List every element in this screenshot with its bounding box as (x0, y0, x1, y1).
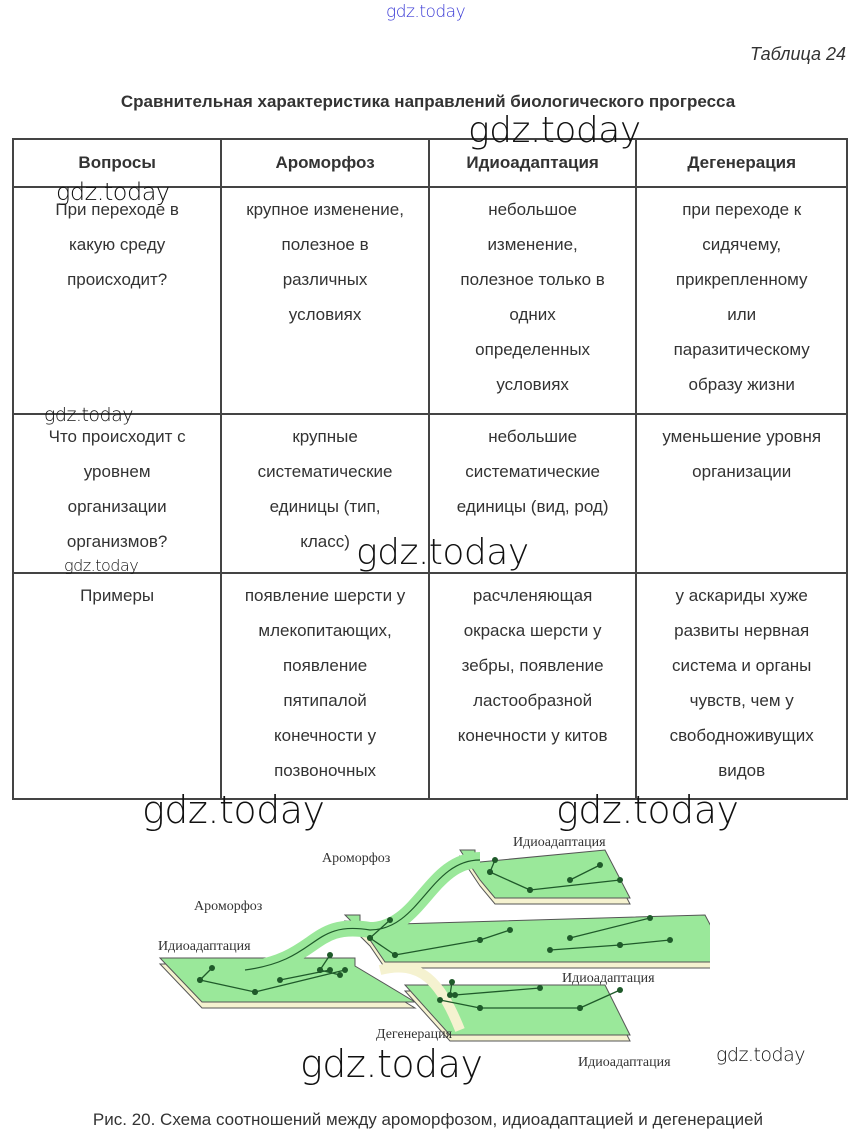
phylogeny-node (392, 952, 398, 958)
phylogeny-node (317, 967, 323, 973)
phylogeny-node (452, 992, 458, 998)
label-idioadaptation-top: Идиоадаптация (513, 835, 606, 850)
phylogeny-node (527, 887, 533, 893)
phylogeny-node (449, 979, 455, 985)
table-cell: уменьшение уровня организации (636, 414, 847, 573)
table-cell: крупные систематические единицы (тип, класс) (221, 414, 429, 573)
phylogeny-node (337, 972, 343, 978)
label-idioadaptation-left: Идиоадаптация (158, 939, 251, 954)
watermark: gdz.today (356, 532, 529, 573)
watermark: gdz.today (142, 788, 325, 832)
phylogeny-node (567, 877, 573, 883)
watermark: gdz.today (56, 178, 170, 206)
label-idioadaptation-middle: Идиоадаптация (562, 971, 655, 986)
watermark: gdz.today (468, 110, 641, 151)
phylogeny-node (342, 967, 348, 973)
header-cell: Ароморфоз (221, 139, 429, 187)
table-title: Сравнительная характеристика направлений биологического прогресса (120, 92, 736, 111)
phylogeny-node (547, 947, 553, 953)
watermark: gdz.today (386, 2, 466, 22)
table-cell: небольшие систематические единицы (вид, род) (429, 414, 637, 573)
label-idioadaptation-bottom: Идиоадаптация (578, 1055, 671, 1070)
phylogeny-node (487, 869, 493, 875)
phylogeny-node (327, 967, 333, 973)
label-aromorphosis-lower: Ароморфоз (194, 899, 263, 914)
phylogeny-node (507, 927, 513, 933)
header-cell: Идиоадаптация (429, 139, 637, 187)
watermark: gdz.today (716, 1044, 805, 1066)
phylogeny-node (492, 857, 498, 863)
table-cell: небольшое изменение, полезное только в одних определенных условиях (429, 187, 637, 414)
table-cell: крупное изменение, полезное в различных условиях (221, 187, 429, 414)
table-cell: Примеры (13, 573, 221, 799)
phylogeny-node (197, 977, 203, 983)
watermark: gdz.today (300, 1042, 483, 1086)
table-cell: при переходе к сидячему, прикрепленному или паразитическому образу жизни (636, 187, 847, 414)
phylogeny-node (327, 952, 333, 958)
phylogeny-node (567, 935, 573, 941)
phylogeny-node (277, 977, 283, 983)
watermark: gdz.today (64, 556, 139, 575)
phylogeny-node (477, 1005, 483, 1011)
table-cell: появление шерсти у млекопитающих, появление пятипалой конечности у позвоночных (221, 573, 429, 799)
phylogeny-node (617, 987, 623, 993)
table-cell: При переходе в какую среду происходит? (13, 187, 221, 414)
label-aromorphosis-upper: Ароморфоз (322, 851, 391, 866)
table-row (13, 187, 847, 414)
watermark: gdz.today (556, 788, 739, 832)
table-cell: расчленяющая окраска шерсти у зебры, появление ластообразной конечности у китов (429, 573, 637, 799)
table-number: Таблица 24 (749, 44, 846, 64)
figure-caption: Рис. 20. Схема соотношений между ароморфозом, идиоадаптацией и дегенерацией (92, 1110, 764, 1129)
phylogeny-node (647, 915, 653, 921)
table-cell: у аскариды хуже развиты нервная система и органы чувств, чем у свободноживущих видов (636, 573, 847, 799)
table-row (13, 573, 847, 799)
comparison-table (12, 138, 848, 800)
phylogeny-node (597, 862, 603, 868)
phylogeny-node (367, 935, 373, 941)
phylogeny-node (209, 965, 215, 971)
header-cell: Вопросы (13, 139, 221, 187)
phylogeny-node (617, 942, 623, 948)
phylogeny-node (252, 989, 258, 995)
label-degeneration: Дегенерация (376, 1027, 453, 1042)
table-cell: Что происходит с уровнем организации организмов? (13, 414, 221, 573)
phylogeny-node (617, 877, 623, 883)
header-cell: Дегенерация (636, 139, 847, 187)
phylogeny-node (577, 1005, 583, 1011)
phylogeny-node (667, 937, 673, 943)
evolution-diagram (150, 820, 710, 1080)
phylogeny-node (387, 917, 393, 923)
watermark: gdz.today (44, 404, 133, 426)
phylogeny-node (537, 985, 543, 991)
phylogeny-node (477, 937, 483, 943)
phylogeny-node (437, 997, 443, 1003)
